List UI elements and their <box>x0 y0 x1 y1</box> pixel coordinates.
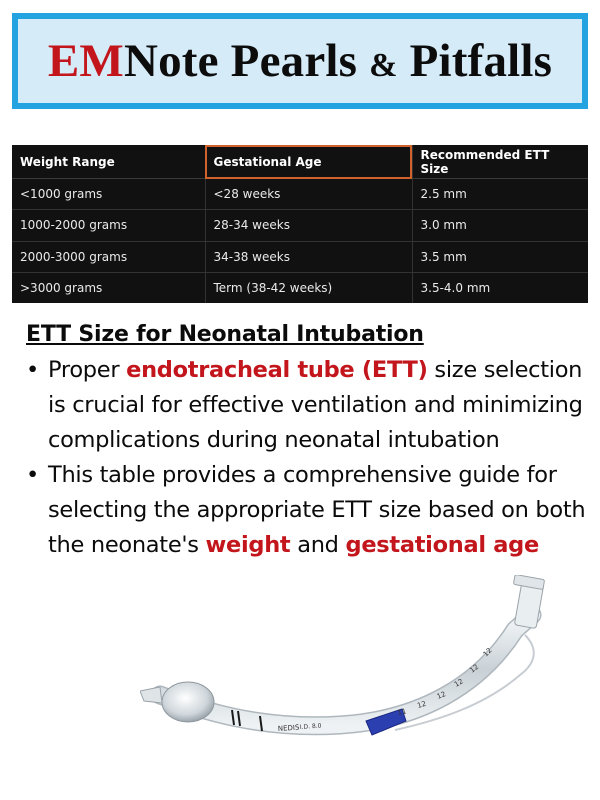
tube-id-label: I.D. 8.0 <box>299 722 322 731</box>
cuff <box>162 682 214 722</box>
bullet1-text-after: size selection is crucial for effective ventilation and minimizing complications during neonatal intubation <box>48 357 583 453</box>
bullet2-text-before: This table provides a comprehensive guide for selecting the appropriate ETT size based on both the neonate's <box>48 462 586 558</box>
bullet-item-guide <box>26 458 586 563</box>
cell-gestational-age: <28 weeks <box>205 179 412 210</box>
banner-title-prefix: EM <box>47 35 124 87</box>
depth-number: 11 <box>396 707 408 717</box>
banner-title-part1: Note Pearls <box>123 35 370 87</box>
cell-ett-size: 3.5-4.0 mm <box>412 272 588 303</box>
cell-weight: 2000-3000 grams <box>12 241 205 272</box>
section-heading: ETT Size for Neonatal Intubation <box>26 322 424 347</box>
depth-number: 12 <box>453 677 465 689</box>
title-banner <box>12 13 588 109</box>
bullet-dot-icon: • <box>26 357 39 383</box>
table-row <box>12 210 588 241</box>
header-recommended-ett-size: Recommended ETT Size <box>412 145 588 179</box>
depth-number: 12 <box>481 646 494 659</box>
cell-gestational-age: 28-34 weeks <box>205 210 412 241</box>
cell-weight: >3000 grams <box>12 272 205 303</box>
bullet2-highlight-gestational-age: gestational age <box>345 532 539 558</box>
header-gestational-age: Gestational Age <box>205 145 412 179</box>
table-row <box>12 272 588 303</box>
table-row <box>12 241 588 272</box>
ett-info-section <box>26 322 586 563</box>
table-header-row <box>12 145 588 179</box>
depth-number: 12 <box>468 662 481 675</box>
bullet1-highlight: endotracheal tube (ETT) <box>126 357 428 383</box>
cell-gestational-age: Term (38-42 weeks) <box>205 272 412 303</box>
depth-number: 12 <box>435 690 448 701</box>
banner-title <box>48 34 552 88</box>
endotracheal-tube-illustration <box>140 575 580 790</box>
depth-number: 12 <box>416 699 428 710</box>
cell-weight: <1000 grams <box>12 179 205 210</box>
bullet-list <box>26 353 586 563</box>
bullet-item-selection <box>26 353 586 458</box>
header-weight-range: Weight Range <box>12 145 205 179</box>
tube-brand-label: NEDIS <box>277 723 300 733</box>
tube-tip <box>140 687 162 703</box>
bullet-dot-icon: • <box>26 462 39 488</box>
table-row <box>12 179 588 210</box>
cell-gestational-age: 34-38 weeks <box>205 241 412 272</box>
banner-title-part2: Pitfalls <box>397 35 553 87</box>
cell-ett-size: 3.0 mm <box>412 210 588 241</box>
banner-title-ampersand: & <box>369 47 398 84</box>
bullet2-highlight-weight: weight <box>205 532 291 558</box>
cell-ett-size: 2.5 mm <box>412 179 588 210</box>
bullet2-text-middle: and <box>290 532 346 558</box>
cell-weight: 1000-2000 grams <box>12 210 205 241</box>
tube-connector <box>513 575 544 629</box>
ett-size-table <box>12 145 588 303</box>
cell-ett-size: 3.5 mm <box>412 241 588 272</box>
bullet1-text-before: Proper <box>48 357 127 383</box>
